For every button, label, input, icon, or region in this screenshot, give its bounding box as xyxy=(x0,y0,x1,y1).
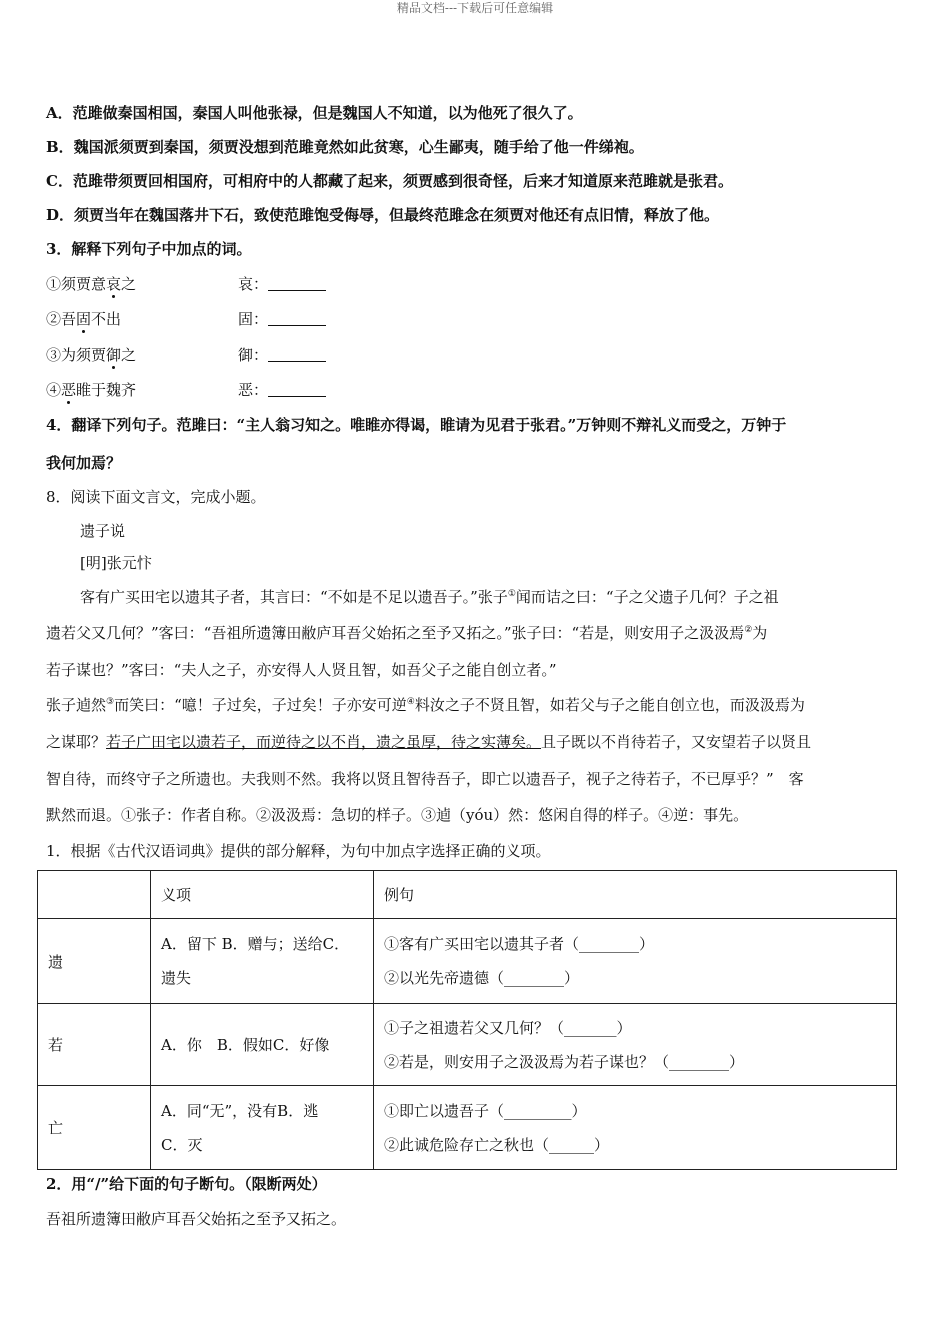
passage-line-7: 默然而退。①张子：作者自称。②汲汲焉：急切的样子。③逌（yóu）然：悠闲自得的样子。④逆：事先。 xyxy=(46,806,749,824)
q2-sentence[interactable]: 吾祖所遗簿田敝庐耳吾父始拓之至予又拓之。 xyxy=(46,1210,347,1228)
example-cell xyxy=(374,1086,897,1170)
passage-line-5: 之谋耶？若子广田宅以遗若子，而逆待之以不肖，遗之虽厚，待之实薄矣。且子既以不肖待若子，又安望若子以贤且 xyxy=(46,733,812,751)
option-b: B．魏国派须贾到秦国，须贾没想到范雎竟然如此贫寒，心生鄙夷，随手给了他一件绨袍。 xyxy=(46,138,644,156)
example-1[interactable]: ①子之祖遗若父又几何？（_______） xyxy=(384,1018,632,1037)
header-cell xyxy=(38,871,151,919)
table-row xyxy=(38,919,897,1004)
q2-title: 2．用“/”给下面的句子断句。（限断两处） xyxy=(46,1175,327,1193)
answer-blank[interactable] xyxy=(268,382,326,397)
answer-blank[interactable] xyxy=(268,347,326,362)
table-row xyxy=(38,1086,897,1170)
essay-title: 遗子说 xyxy=(80,522,126,540)
q4-line-2: 我何加焉？ xyxy=(46,454,122,472)
example-2[interactable]: ②此诚危险存亡之秋也（______） xyxy=(384,1135,610,1154)
char-cell: 若 xyxy=(38,1004,151,1086)
q8-title: 8．阅读下面文言文，完成小题。 xyxy=(46,488,266,506)
example-1[interactable]: ①客有广买田宅以遗其子者（________） xyxy=(384,935,655,953)
q1-title: 1．根据《古代汉语词典》提供的部分解释，为句中加点字选择正确的义项。 xyxy=(46,842,551,860)
q3-item-3: ③为须贾御之 御： xyxy=(46,345,136,365)
table-row xyxy=(38,1004,897,1086)
passage-line-1: 客有广买田宅以遗其子者，其言曰：“不如是不足以遗吾子。”张子①闻而诘之曰：“子之父遗子几何？子之祖 xyxy=(80,588,779,606)
meaning-table xyxy=(37,870,897,1170)
example-2[interactable]: ②以光先帝遗德（________） xyxy=(384,969,580,987)
option-d: D．须贾当年在魏国落井下石，致使范雎饱受侮辱，但最终范雎念在须贾对他还有点旧情，释放了他。 xyxy=(46,206,720,224)
dotted-char: 恶 xyxy=(61,381,77,399)
q3-item-2: ②吾固不出 固： xyxy=(46,309,121,329)
q3-item-4: ④恶睢于魏齐 恶： xyxy=(46,380,136,400)
example-2[interactable]: ②若是，则安用子之汲汲焉为若子谋也？（________） xyxy=(384,1052,745,1071)
underlined-sentence: 若子广田宅以遗若子，而逆待之以不肖，遗之虽厚，待之实薄矣。 xyxy=(106,733,542,751)
header-cell: 义项 xyxy=(151,871,374,919)
char-cell: 亡 xyxy=(38,1086,151,1170)
passage-line-3: 若子谋也？”客曰：“夫人之子，亦安得人人贤且智，如吾父子之能自创立者。” xyxy=(46,661,557,679)
essay-author: [明]张元忭 xyxy=(80,554,152,572)
option-a: A．范雎做秦国相国，秦国人叫他张禄，但是魏国人不知道，以为他死了很久了。 xyxy=(46,104,583,122)
q4-line-1: 4．翻译下列句子。范雎曰：“主人翁习知之。唯睢亦得谒，睢请为见君于张君。”万钟则不辩礼义而受之，万钟于 xyxy=(46,416,787,434)
meaning-cell: A．你 B．假如C．好像 xyxy=(151,1004,374,1086)
char-cell: 遗 xyxy=(38,919,151,1004)
dotted-char: 固 xyxy=(76,310,92,328)
passage-line-4: 张子逌然③而笑曰：“噫！子过矣，子过矣！子亦安可逆④料汝之子不贤且智，如若父与子之能自创立也，而汲汲焉为 xyxy=(46,696,805,714)
page-header: 精品文档---下载后可任意编辑 xyxy=(396,1,554,15)
dotted-char: 御 xyxy=(106,346,122,364)
meaning-cell: A．同“无”，没有B．逃 C．灭 xyxy=(151,1086,374,1170)
example-1[interactable]: ①即亡以遗吾子（_________） xyxy=(384,1101,587,1120)
answer-blank[interactable] xyxy=(268,311,326,326)
q3-title: 3．解释下列句子中加点的词。 xyxy=(46,240,252,258)
table-header-row xyxy=(38,871,897,919)
q3-item-1: ①须贾意哀之 哀： xyxy=(46,274,136,294)
passage-line-6: 智自待，而终守子之所遗也。夫我则不然。我将以贤且智待吾子，即亡以遗吾子，视子之待若子，不已厚乎？” 客 xyxy=(46,770,804,788)
header-cell: 例句 xyxy=(374,871,897,919)
passage-line-2: 遗若父又几何？”客曰：“吾祖所遗簿田敝庐耳吾父始拓之至予又拓之。”张子曰：“若是，则安用子之汲汲焉②为 xyxy=(46,624,768,642)
example-cell xyxy=(374,919,897,1004)
answer-blank[interactable] xyxy=(268,276,326,291)
example-cell xyxy=(374,1004,897,1086)
option-c: C．范雎带须贾回相国府，可相府中的人都藏了起来，须贾感到很奇怪，后来才知道原来范雎就是张君。 xyxy=(46,172,733,190)
dotted-char: 哀 xyxy=(106,275,122,293)
meaning-cell: A．留下 B．赠与；送给C． 遗失 xyxy=(151,919,374,1004)
